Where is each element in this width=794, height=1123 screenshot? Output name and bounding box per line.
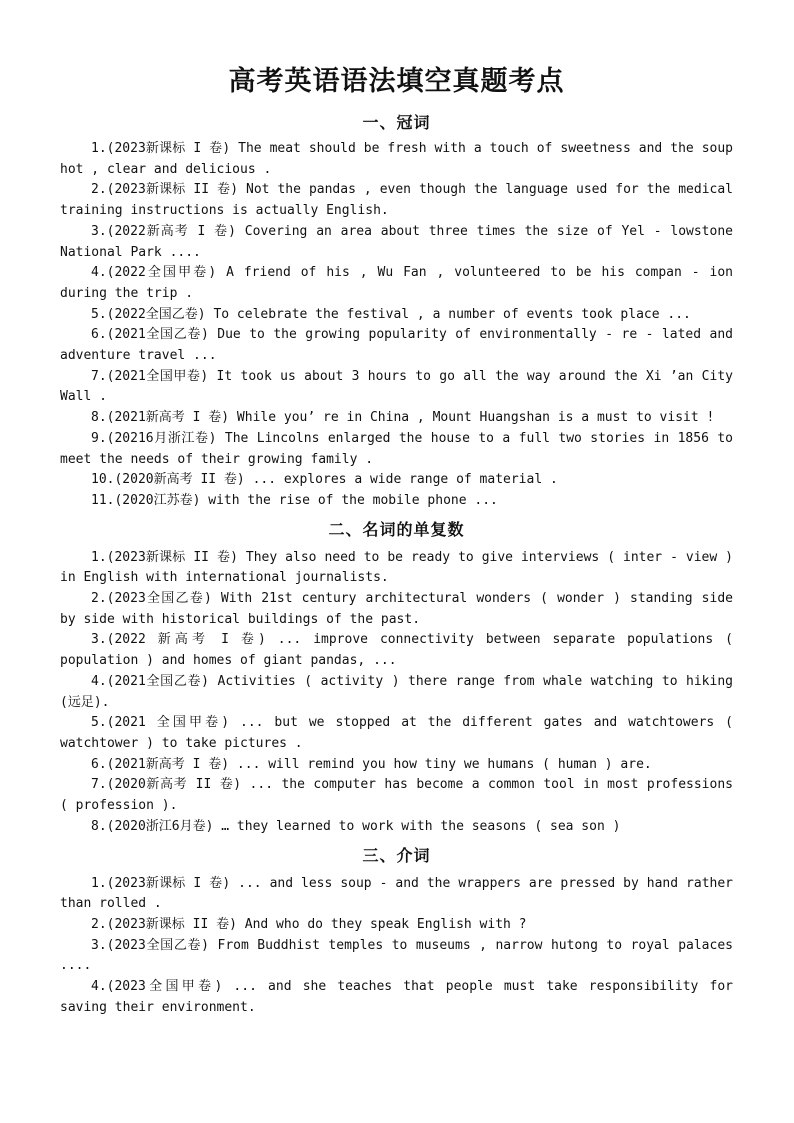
example-item: 2.(2023新课标 II 卷) Not the pandas , even though the language used for the medical training instructions is actually English.: [60, 182, 733, 219]
example-list: [60, 139, 733, 512]
example-item: 2.(2023全国乙卷) With 21st century architectural wonders ( wonder ) standing side by side with historical buildings of the past.: [60, 591, 733, 627]
example-item: 8.(2020浙江6月卷) … they learned to work with the seasons ( sea son ): [91, 818, 621, 834]
example-item: 1.(2023新课标 I 卷) ... and less soup - and the wrappers are pressed by hand rather than rolled .: [60, 875, 733, 912]
example-item: 7.(2020新高考 II 卷) ... the computer has become a common tool in most professions ( profession ).: [60, 777, 733, 814]
section-prepositions: [60, 845, 733, 1019]
example-item: 3.(2022新高考 I 卷) Covering an area about three times the size of Yel - lowstone National Park ....: [60, 223, 733, 260]
example-item: 1.(2023新课标 I 卷) The meat should be fresh with a touch of sweetness and the soup hot , clear and delicious .: [60, 141, 733, 177]
section-noun-plurals: [60, 519, 733, 838]
example-item: 4.(2021全国乙卷) Activities ( activity ) there range from whale watching to hiking (远足).: [60, 673, 733, 710]
example-list: [60, 548, 733, 838]
section-articles: [60, 112, 733, 512]
example-item: 3.(2023全国乙卷) From Buddhist temples to museums , narrow hutong to royal palaces ....: [60, 937, 733, 974]
section-heading: 一、冠词: [362, 113, 431, 132]
example-item: 4.(2023全国甲卷) ... and she teaches that people must take responsibility for saving their environment.: [60, 979, 733, 1015]
section-heading: 二、名词的单复数: [328, 519, 465, 539]
example-item: 7.(2021全国甲卷) It took us about 3 hours to go all the way around the Xi ’an City Wall .: [60, 368, 733, 405]
example-item: 9.(20216月浙江卷) The Lincolns enlarged the house to a full two stories in 1856 to meet the needs of their growing family .: [60, 430, 733, 467]
example-item: 2.(2023新课标 II 卷) And who do they speak English with ?: [91, 916, 527, 932]
section-heading: 三、介词: [362, 845, 431, 865]
example-item: 6.(2021新高考 I 卷) ... will remind you how tiny we humans ( human ) are.: [91, 756, 652, 772]
example-item: 10.(2020新高考 II 卷) ... explores a wide range of material .: [91, 472, 558, 488]
example-item: 1.(2023新课标 II 卷) They also need to be ready to give interviews ( inter - view ) in English with international journalists.: [60, 549, 733, 586]
example-item: 6.(2021全国乙卷) Due to the growing popularity of environmentally - re - lated and adventure travel ...: [60, 327, 733, 364]
document-title: 高考英语语法填空真题考点: [228, 66, 565, 97]
example-list: [60, 874, 733, 1019]
example-item: 8.(2021新高考 I 卷) While you’ re in China , Mount Huangshan is a must to visit !: [91, 410, 715, 426]
example-item: 11.(2020江苏卷) with the rise of the mobile phone ...: [91, 492, 498, 508]
example-item: 4.(2022全国甲卷) A friend of his , Wu Fan , volunteered to be his compan - ion during the trip .: [60, 265, 733, 301]
example-item: 5.(2022全国乙卷) To celebrate the festival , a number of events took place ...: [91, 306, 691, 322]
example-item: 5.(2021 全国甲卷) ... but we stopped at the different gates and watchtowers ( watchtower ) to take pictures .: [60, 715, 733, 751]
example-item: 3.(2022 新高考 I 卷) ... improve connectivity between separate populations ( population ) and homes of giant pandas, ...: [60, 632, 733, 669]
